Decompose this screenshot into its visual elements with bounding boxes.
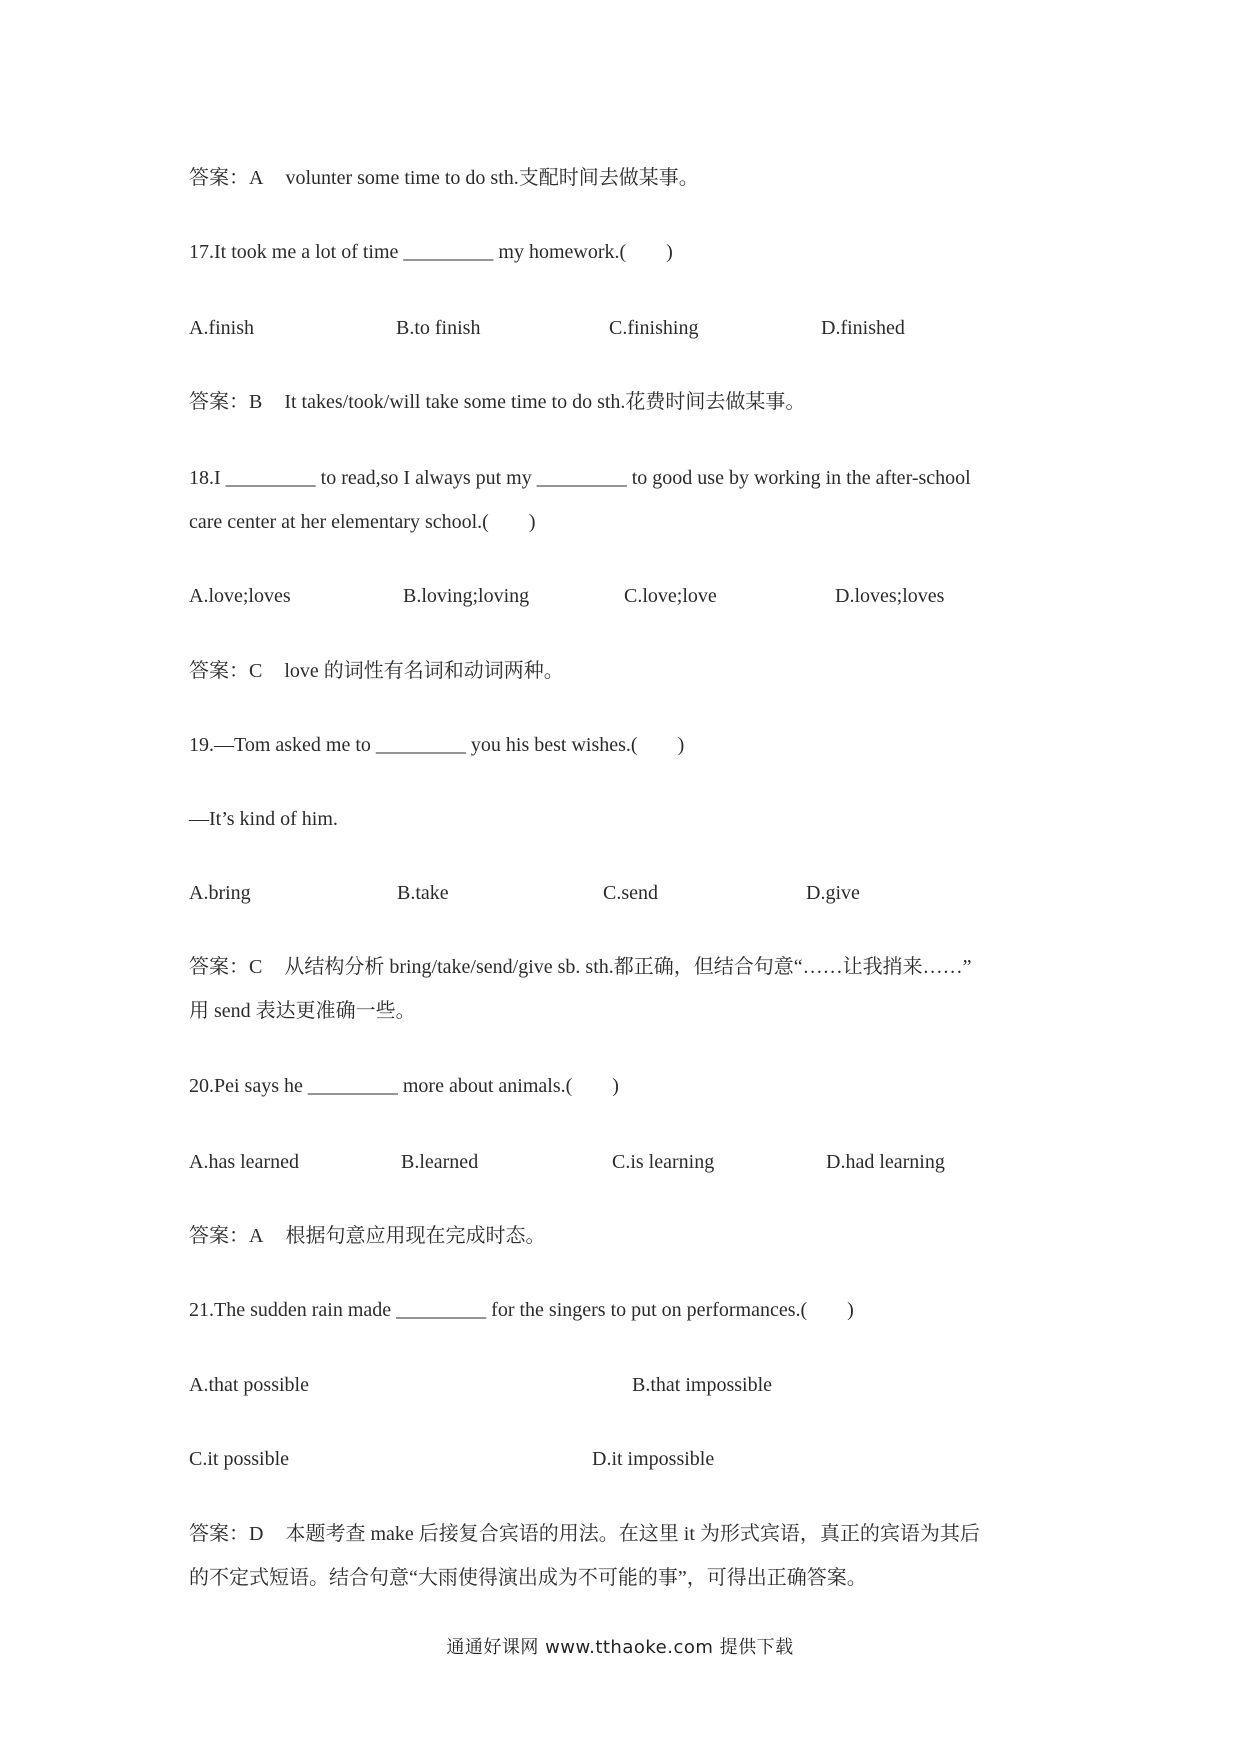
question-20-stem: 20.Pei says he _________ more about animals.( ) xyxy=(189,1075,619,1097)
q20-option-b: B.learned xyxy=(401,1151,479,1173)
answer-text: 本题考查 make 后接复合宾语的用法。在这里 it 为形式宾语，真正的宾语为其后 xyxy=(285,1523,980,1545)
q18-option-a: A.love;loves xyxy=(189,585,291,607)
answer-19-line1 xyxy=(189,945,1069,989)
answer-21-line1 xyxy=(189,1512,1069,1556)
answer-label: 答案：A xyxy=(189,1225,264,1247)
answer-text: It takes/took/will take some time to do sth.花费时间去做某事。 xyxy=(284,391,806,413)
q19-option-c: C.send xyxy=(603,882,658,904)
page-footer: 通通好课网 www.tthaoke.com 提供下载 xyxy=(446,1637,794,1658)
q17-option-a: A.finish xyxy=(189,317,254,339)
answer-label: 答案：B xyxy=(189,391,263,413)
q21-option-c: C.it possible xyxy=(189,1448,290,1470)
q21-option-b: B.that impossible xyxy=(632,1374,772,1396)
question-19-reply: —It’s kind of him. xyxy=(189,808,338,830)
answer-20 xyxy=(189,1214,1069,1258)
question-17-stem: 17.It took me a lot of time _________ my homework.( ) xyxy=(189,241,673,263)
answer-17 xyxy=(189,380,1069,424)
answer-label: 答案：A xyxy=(189,167,264,189)
q18-option-d: D.loves;loves xyxy=(835,585,945,607)
q21-option-a: A.that possible xyxy=(189,1374,309,1396)
q20-option-a: A.has learned xyxy=(189,1151,299,1173)
question-18-line1: 18.I _________ to read,so I always put my _________ to good use by working in the after-school xyxy=(189,467,971,489)
q19-option-b: B.take xyxy=(397,882,449,904)
q20-option-c: C.is learning xyxy=(612,1151,715,1173)
q19-option-d: D.give xyxy=(806,882,860,904)
question-19-stem: 19.—Tom asked me to _________ you his best wishes.( ) xyxy=(189,734,685,756)
question-18-line2: care center at her elementary school.( ) xyxy=(189,511,536,533)
answer-text: 从结构分析 bring/take/send/give sb. sth.都正确，但结合句意“……让我捎来……” xyxy=(284,956,972,978)
answer-text: volunter some time to do sth.支配时间去做某事。 xyxy=(285,167,699,189)
answer-label: 答案：C xyxy=(189,660,263,682)
q20-option-d: D.had learning xyxy=(826,1151,945,1173)
q17-option-b: B.to finish xyxy=(396,317,481,339)
answer-text: 根据句意应用现在完成时态。 xyxy=(285,1225,546,1247)
q21-option-d: D.it impossible xyxy=(592,1448,715,1470)
answer-19-line2: 用 send 表达更准确一些。 xyxy=(189,1000,416,1022)
q17-option-d: D.finished xyxy=(821,317,905,339)
q18-option-c: C.love;love xyxy=(624,585,717,607)
answer-18 xyxy=(189,649,1069,693)
answer-16 xyxy=(189,156,1069,200)
answer-label: 答案：D xyxy=(189,1523,264,1545)
answer-label: 答案：C xyxy=(189,956,263,978)
question-21-stem: 21.The sudden rain made _________ for the singers to put on performances.( ) xyxy=(189,1299,854,1321)
q19-option-a: A.bring xyxy=(189,882,251,904)
answer-text: love 的词性有名词和动词两种。 xyxy=(284,660,564,682)
q17-option-c: C.finishing xyxy=(609,317,699,339)
q18-option-b: B.loving;loving xyxy=(403,585,530,607)
answer-21-line2: 的不定式短语。结合句意“大雨使得演出成为不可能的事”，可得出正确答案。 xyxy=(189,1567,867,1589)
